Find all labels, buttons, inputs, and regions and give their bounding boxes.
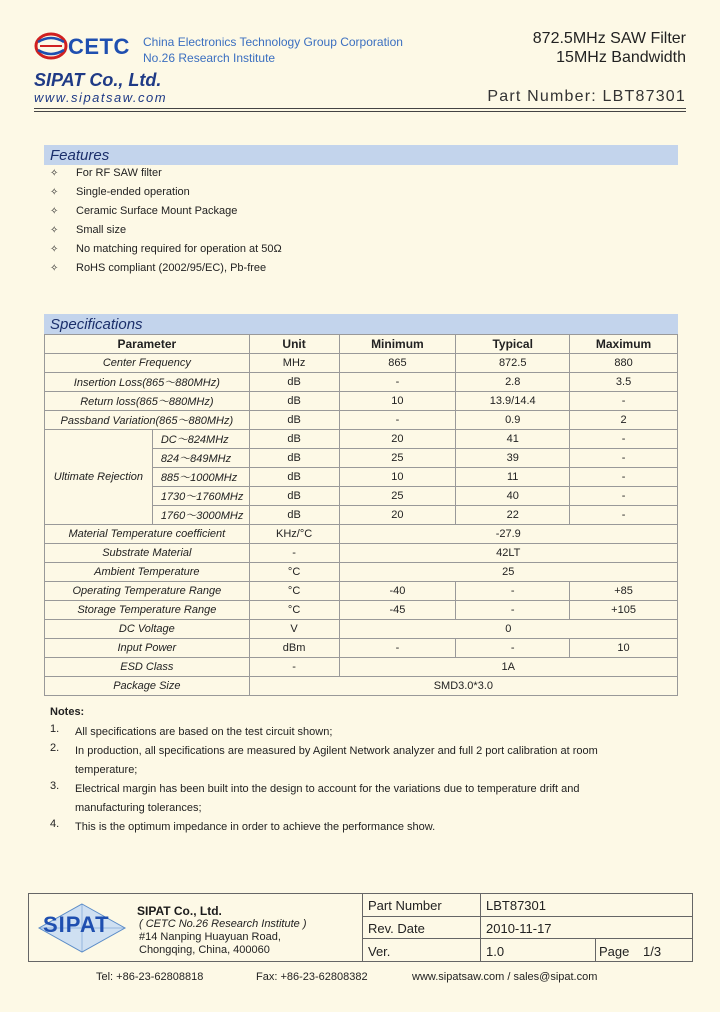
page-value: 1/3 [643,944,662,959]
table-cell: 20 [339,506,456,525]
parameter-cell: Ambient Temperature [45,563,250,582]
diamond-bullet-icon: ✧ [50,225,59,236]
footer-tel: Tel: +86-23-62808818 [96,971,204,983]
part-number: Part Number: LBT87301 [487,88,686,105]
table-cell: MHz [249,354,339,373]
table-cell: 20 [339,430,456,449]
table-row [45,639,678,658]
table-cell: 10 [570,639,678,658]
note-item [50,780,650,818]
parameter-cell: Material Temperature coefficient [45,525,250,544]
product-title: 872.5MHz SAW Filter [532,30,686,47]
table-cell: 10 [339,468,456,487]
table-cell: dB [249,411,339,430]
table-cell: dB [249,506,339,525]
footer-institute: ( CETC No.26 Research Institute ) [139,918,307,930]
rev-date-label: Rev. Date [368,921,425,936]
version-label: Ver. [368,944,391,959]
table-cell: V [249,620,339,639]
note-item [50,723,650,742]
table-row [45,601,678,620]
table-cell: +85 [570,582,678,601]
table-cell: 0.9 [456,411,570,430]
feature-text: Single-ended operation [76,186,190,198]
table-cell: 39 [456,449,570,468]
footer-box [28,893,693,962]
feature-text: Small size [76,224,127,236]
note-number: 3. [50,780,60,792]
page-label: Page [599,944,630,959]
footer-company: SIPAT Co., Ltd. [137,904,222,918]
parameter-cell: Center Frequency [45,354,250,373]
version-value: 1.0 [486,944,505,959]
parameter-cell: Insertion Loss(865～880MHz) [45,373,250,392]
note-number: 4. [50,818,60,830]
table-cell: 22 [456,506,570,525]
parameter-cell: Return loss(865～880MHz) [45,392,250,411]
diamond-bullet-icon: ✧ [50,168,59,179]
table-row [45,525,678,544]
table-cell: 2 [570,411,678,430]
feature-item [50,167,162,179]
parameter-cell: Input Power [45,639,250,658]
table-cell: dB [249,430,339,449]
note-number: 2. [50,742,60,754]
note-item [50,742,650,780]
website-link[interactable]: www.sipatsaw.com [34,90,168,105]
parameter-cell: DC～824MHz [152,430,249,449]
table-cell: - [339,639,456,658]
table-cell: dB [249,449,339,468]
notes-heading: Notes: [50,706,85,718]
table-row [45,582,678,601]
note-item [50,818,650,837]
table-cell: dB [249,373,339,392]
parameter-cell: Package Size [45,677,250,696]
table-cell: 25 [339,563,678,582]
table-cell: 42LT [339,544,678,563]
part-number-value: LBT87301 [486,898,546,913]
cetc-logo-text: CETC [68,34,130,59]
diamond-bullet-icon: ✧ [50,244,59,255]
rejection-label: Ultimate Rejection [45,430,153,525]
note-text: This is the optimum impedance in order to achieve the performance show. [75,821,436,833]
feature-item [50,205,237,217]
institute-name: No.26 Research Institute [143,51,276,65]
column-header: Minimum [339,335,456,354]
table-cell: -27.9 [339,525,678,544]
table-cell: - [570,430,678,449]
table-cell: -45 [339,601,456,620]
column-header: Unit [249,335,339,354]
table-cell: -40 [339,582,456,601]
table-cell: - [570,468,678,487]
table-cell: +105 [570,601,678,620]
header-divider [34,108,686,109]
parameter-cell: ESD Class [45,658,250,677]
table-row [45,392,678,411]
feature-text: No matching required for operation at 50Ω [76,243,282,255]
table-row [45,544,678,563]
table-row [45,658,678,677]
specifications-heading: Specifications [44,314,678,334]
table-cell: °C [249,601,339,620]
footer-address-2: Chongqing, China, 400060 [139,944,270,956]
feature-text: RoHS compliant (2002/95/EC), Pb-free [76,262,267,274]
table-row [45,620,678,639]
table-row [45,354,678,373]
note-text: Electrical margin has been built into the design to account for the variations due to temperature drift and manufacturing tolerances; [75,783,580,814]
table-cell: - [456,601,570,620]
sipat-logo-text: SIPAT [43,912,110,937]
parameter-cell: 824～849MHz [152,449,249,468]
table-cell: - [570,506,678,525]
diamond-bullet-icon: ✧ [50,206,59,217]
table-cell: - [570,392,678,411]
corp-name: China Electronics Technology Group Corporation [143,35,403,49]
table-cell: 13.9/14.4 [456,392,570,411]
feature-item [50,186,190,198]
rev-date-value: 2010-11-17 [486,921,552,936]
table-cell: dB [249,392,339,411]
feature-text: Ceramic Surface Mount Package [76,205,238,217]
table-cell: - [570,449,678,468]
table-cell: SMD3.0*3.0 [249,677,677,696]
feature-text: For RF SAW filter [76,167,162,179]
diamond-bullet-icon: ✧ [50,263,59,274]
parameter-cell: Substrate Material [45,544,250,563]
table-cell: 25 [339,449,456,468]
parameter-cell: 1730～1760MHz [152,487,249,506]
table-cell: - [339,411,456,430]
footer-fax: Fax: +86-23-62808382 [256,971,368,983]
note-text: All specifications are based on the test circuit shown; [75,726,333,738]
parameter-cell: Passband Variation(865～880MHz) [45,411,250,430]
product-bandwidth: 15MHz Bandwidth [556,49,686,66]
table-cell: 0 [339,620,678,639]
parameter-cell: Storage Temperature Range [45,601,250,620]
table-cell: 880 [570,354,678,373]
cetc-emblem-icon [34,30,68,62]
parameter-cell: Operating Temperature Range [45,582,250,601]
table-cell: dB [249,487,339,506]
footer-address-1: #14 Nanping Huayuan Road, [139,931,281,943]
table-cell: 2.8 [456,373,570,392]
table-cell: 1A [339,658,678,677]
table-cell: °C [249,563,339,582]
parameter-cell: 1760～3000MHz [152,506,249,525]
column-header: Parameter [45,335,250,354]
table-row [45,677,678,696]
table-row [45,373,678,392]
parameter-cell: DC Voltage [45,620,250,639]
specifications-table [44,334,678,696]
table-cell: °C [249,582,339,601]
column-header: Maximum [570,335,678,354]
table-cell: - [339,373,456,392]
table-cell: - [249,544,339,563]
table-cell: - [570,487,678,506]
feature-item [50,224,126,236]
table-cell: 40 [456,487,570,506]
table-cell: - [456,582,570,601]
table-cell: 872.5 [456,354,570,373]
parameter-cell: 885～1000MHz [152,468,249,487]
table-cell: 10 [339,392,456,411]
table-cell: KHz/°C [249,525,339,544]
feature-item [50,243,282,255]
company-name: SIPAT Co., Ltd. [34,70,162,90]
table-cell: 25 [339,487,456,506]
table-cell: 3.5 [570,373,678,392]
table-row [45,411,678,430]
part-number-label: Part Number [368,898,442,913]
note-number: 1. [50,723,60,735]
table-row [45,430,678,449]
note-text: In production, all specifications are measured by Agilent Network analyzer and full 2 port calibration at room temperature; [75,745,598,776]
table-cell: 11 [456,468,570,487]
table-header-row [45,335,678,354]
table-cell: - [456,639,570,658]
features-heading: Features [44,145,678,165]
diamond-bullet-icon: ✧ [50,187,59,198]
footer-contact[interactable]: www.sipatsaw.com / sales@sipat.com [412,971,598,983]
header-divider-2 [34,111,686,112]
table-cell: - [249,658,339,677]
table-cell: dB [249,468,339,487]
table-cell: 41 [456,430,570,449]
table-row [45,563,678,582]
column-header: Typical [456,335,570,354]
table-cell: dBm [249,639,339,658]
table-cell: 865 [339,354,456,373]
feature-item [50,262,266,274]
